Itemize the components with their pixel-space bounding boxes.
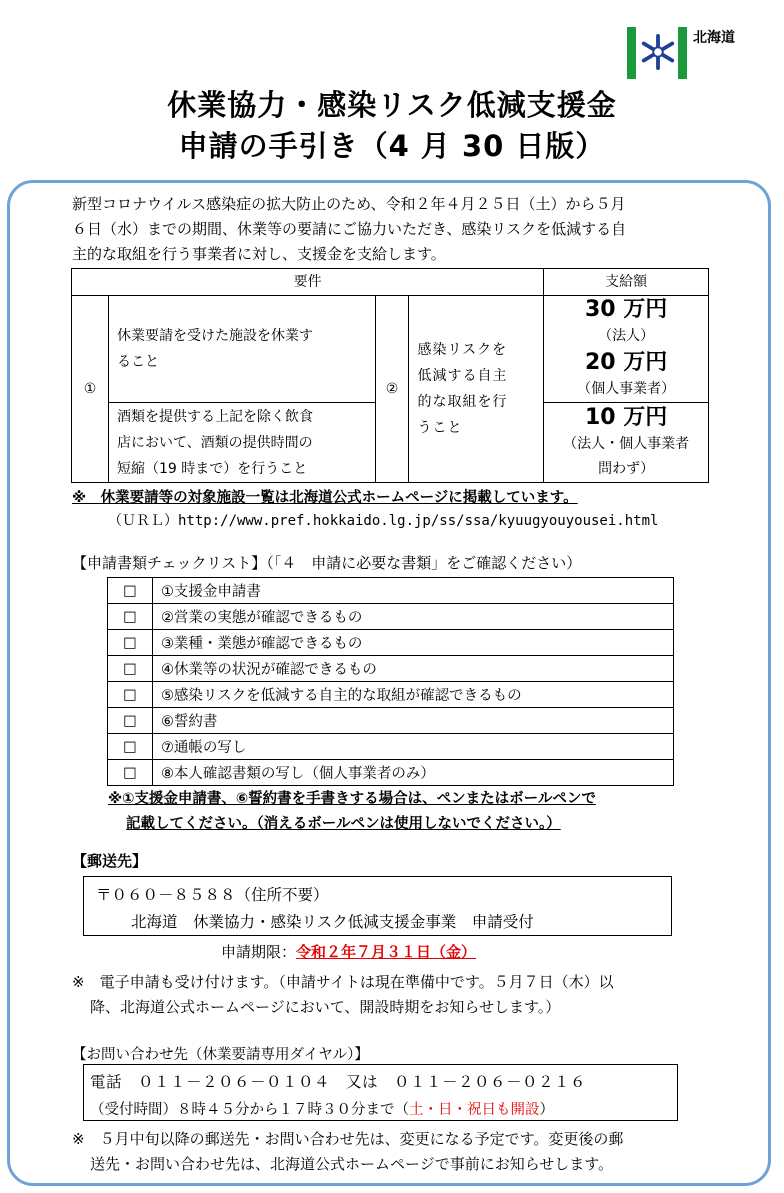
checklist-row <box>108 734 674 760</box>
checklist-row <box>108 630 674 656</box>
amount-30: 30 万円 <box>584 297 668 322</box>
hokkaido-logo <box>627 27 739 79</box>
checklist-item: ④休業等の状況が確認できるもの <box>152 656 673 682</box>
header-amount: 支給額 <box>544 269 709 296</box>
checkbox[interactable]: □ <box>108 734 153 760</box>
page-title-line1: 休業協力・感染リスク低減支援金 <box>167 88 617 122</box>
contact-phone[interactable]: 電話 ０１１－２０６－０１０４ 又は ０１１－２０６－０２１６ <box>90 1073 587 1091</box>
checklist-table <box>107 577 674 786</box>
mailing-postal: 〒０６０－８５８８（住所不要） <box>96 886 329 904</box>
intro-line-1: 新型コロナウイルス感染症の拡大防止のため、令和２年４月２５日（土）から５月 <box>72 195 626 213</box>
checkbox[interactable]: □ <box>108 682 153 708</box>
hokkaido-snowflake-emblem-icon <box>639 33 677 71</box>
facilities-notice: ※ 休業要請等の対象施設一覧は北海道公式ホームページに掲載しています。 <box>72 490 578 506</box>
checklist-row <box>108 656 674 682</box>
deadline-line <box>221 941 476 962</box>
facilities-url[interactable]: （ＵＲＬ）http://www.pref.hokkaido.lg.jp/ss/ssa/kyuugyouyousei.html <box>108 513 659 529</box>
contact-note-line2: 送先・お問い合わせ先は、北海道公式ホームページで事前にお知らせします。 <box>90 1155 614 1173</box>
amount-cell-1 <box>544 296 709 403</box>
requirement-1a: 休業要請を受けた施設を休業す ること <box>108 296 375 403</box>
requirement-number-1: ① <box>72 296 109 483</box>
mailing-box <box>83 876 672 936</box>
checklist-item: ⑤感染リスクを低減する自主的な取組が確認できるもの <box>152 682 673 708</box>
logo-bar-left <box>627 27 636 79</box>
amount-30-note: （法人） <box>598 328 655 344</box>
checklist-heading-note: （「４ 申請に必要な書類」をご確認ください） <box>266 554 582 572</box>
checklist-item: ⑦通帳の写し <box>152 734 673 760</box>
checkbox[interactable]: □ <box>108 630 153 656</box>
intro-line-2: ６日（水）までの期間、休業等の要請にご協力いただき、感染リスクを低減する自 <box>72 220 627 238</box>
electronic-note-line1: ※ 電子申請も受け付けます。（申請サイトは現在準備中です。５月７日（木）以 <box>72 973 614 991</box>
checklist-row <box>108 708 674 734</box>
amount-10-note-1: （法人・個人事業者 <box>563 435 690 452</box>
intro-line-3: 主的な取組を行う事業者に対し、支援金を支給します。 <box>72 245 446 263</box>
checklist-heading: 【申請書類チェックリスト】 <box>72 554 267 572</box>
checkbox[interactable]: □ <box>108 604 153 630</box>
amount-20-note: （個人事業者） <box>577 381 676 397</box>
page-title-line2: 申請の手引き（4 月 30 日版） <box>178 129 606 163</box>
contact-heading: 【お問い合わせ先（休業要請専用ダイヤル）】 <box>72 1047 369 1063</box>
requirement-2: 感染リスクを 低減する自主 的な取組を行 うこと <box>409 296 544 483</box>
deadline-value: 令和２年７月３１日（金） <box>296 943 477 961</box>
contact-hours-open-days: 土・日・祝日も開設 <box>409 1102 540 1118</box>
checklist-row <box>108 682 674 708</box>
header-requirement: 要件 <box>72 269 544 296</box>
deadline-label: 申請期限： <box>221 943 297 961</box>
checklist-item: ②営業の実態が確認できるもの <box>152 604 673 630</box>
checkbox[interactable]: □ <box>108 578 153 604</box>
contact-note-line1: ※ ５月中旬以降の郵送先・お問い合わせ先は、変更になる予定です。変更後の郵 <box>72 1130 624 1148</box>
checklist-row <box>108 604 674 630</box>
logo-bar-right <box>678 27 687 79</box>
mailing-heading: 【郵送先】 <box>72 852 148 870</box>
checkbox[interactable]: □ <box>108 656 153 682</box>
requirement-number-2: ② <box>375 296 409 483</box>
checklist-item: ③業種・業態が確認できるもの <box>152 630 673 656</box>
amount-10: 10 万円 <box>584 404 668 430</box>
checklist-item: ⑧本人確認書類の写し（個人事業者のみ） <box>152 760 673 786</box>
contact-hours: （受付時間）８時４５分から１７時３０分まで（土・日・祝日も開設） <box>90 1102 554 1118</box>
checklist-row <box>108 760 674 786</box>
checklist-item: ⑥誓約書 <box>152 708 673 734</box>
requirement-1b: 酒類を提供する上記を除く飲食 店において、酒類の提供時間の 短縮（19 時まで）を行うこと <box>108 403 375 483</box>
mailing-address: 北海道 休業協力・感染リスク低減支援金事業 申請受付 <box>131 913 534 931</box>
electronic-note-line2: 降、北海道公式ホームページにおいて、開設時期をお知らせします。） <box>90 998 561 1016</box>
checkbox[interactable]: □ <box>108 760 153 786</box>
checklist-item: ①支援金申請書 <box>152 578 673 604</box>
checklist-row <box>108 578 674 604</box>
checklist-note-line2: 記載してください。（消えるボールペンは使用しないでください。） <box>126 816 561 832</box>
contact-box <box>83 1064 678 1121</box>
requirements-table <box>71 268 709 483</box>
amount-20: 20 万円 <box>584 350 668 375</box>
amount-10-note-2: 問わず） <box>598 460 655 477</box>
checkbox[interactable]: □ <box>108 708 153 734</box>
checklist-heading-wrap <box>72 552 581 573</box>
amount-cell-2 <box>544 403 709 483</box>
logo-name: 北海道 <box>693 30 735 46</box>
checklist-note-line1: ※①支援金申請書、⑥誓約書を手書きする場合は、ペンまたはボールペンで <box>108 791 596 807</box>
